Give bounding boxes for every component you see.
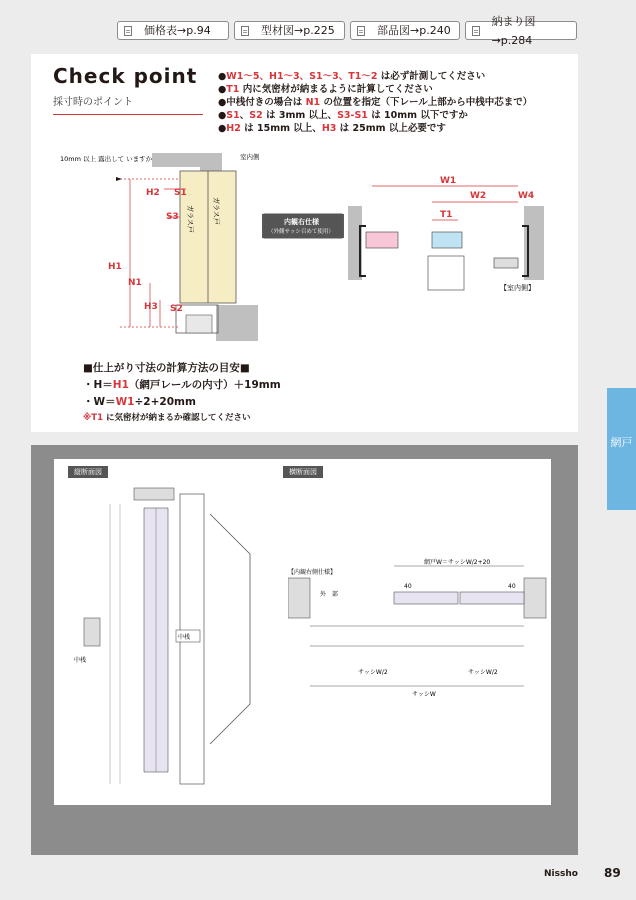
svg-text:中桟: 中桟 xyxy=(74,657,87,664)
document-icon xyxy=(124,26,132,36)
svg-text:40: 40 xyxy=(508,583,516,590)
vertical-section-title: 縦断面図 xyxy=(68,466,108,478)
horizontal-section-title: 横断面図 xyxy=(283,466,323,478)
bullet-5: ●H2 は 15mm 以上、H3 は 25mm 以上必要です xyxy=(218,123,446,134)
page-subtitle: 採寸時のポイント xyxy=(53,97,133,108)
nav-price-table[interactable]: 価格表→p.94 xyxy=(117,21,229,40)
bullet-4: ●S1、S2 は 3mm 以上、S3-S1 は 10mm 以下ですか xyxy=(218,110,468,121)
calc-h: ・H＝H1（網戸レールの内寸）＋19mm xyxy=(83,379,281,391)
svg-text:内観右仕様: 内観右仕様 xyxy=(284,218,319,226)
svg-text:H2: H2 xyxy=(146,188,160,198)
svg-text:（外側サッシ召めて使用）: （外側サッシ召めて使用） xyxy=(268,229,334,235)
svg-text:W4: W4 xyxy=(518,191,535,201)
svg-text:S1: S1 xyxy=(174,188,187,198)
room-side-label: 室内側 xyxy=(240,153,260,161)
nav-parts-drawing[interactable]: 部品図→p.240 xyxy=(350,21,460,40)
vertical-measure-diagram xyxy=(60,145,280,345)
svg-text:W1: W1 xyxy=(440,176,457,186)
exposure-note: 10mm 以上 露出して いますか xyxy=(60,155,153,163)
svg-text:40: 40 xyxy=(404,583,412,590)
bullet-2: ●T1 内に気密材が納まるように計算してください xyxy=(218,84,433,95)
svg-text:【内観右側仕様】: 【内観右側仕様】 xyxy=(288,569,337,576)
document-icon xyxy=(241,26,249,36)
svg-text:N1: N1 xyxy=(128,278,142,288)
svg-text:H3: H3 xyxy=(144,302,158,312)
svg-text:外 部: 外 部 xyxy=(320,591,339,598)
svg-text:中桟: 中桟 xyxy=(178,634,191,641)
horizontal-measure-diagram xyxy=(262,170,562,310)
svg-text:サッシW/2: サッシW/2 xyxy=(358,669,388,676)
document-icon xyxy=(472,26,480,36)
svg-text:S3: S3 xyxy=(166,212,179,222)
bullet-1: ●W1〜5、H1〜3、S1〜3、T1〜2 は必ず計測してください xyxy=(218,71,486,82)
horizontal-section-drawing xyxy=(288,556,548,706)
side-tab-screen-door[interactable]: 網戸 xyxy=(607,388,636,510)
calc-w: ・W＝W1÷2+20mm xyxy=(83,396,196,408)
calc-note: ※T1 に気密材が納まるか確認してください xyxy=(83,413,251,423)
document-icon xyxy=(357,26,365,36)
bullet-3: ●中桟付きの場合は N1 の位置を指定（下レール上部から中桟中芯まで） xyxy=(218,97,533,108)
nav-profile-drawing[interactable]: 型材図→p.225 xyxy=(234,21,345,40)
svg-text:T1: T1 xyxy=(440,210,453,220)
page-title: Check point xyxy=(53,64,198,88)
nav-fitting-drawing[interactable]: 納まり図→p.284 xyxy=(465,21,577,40)
calc-heading: ■仕上がり寸法の計算方法の目安■ xyxy=(83,362,250,374)
svg-text:網戸W＝サッシW/2+20: 網戸W＝サッシW/2+20 xyxy=(424,559,491,566)
brand-logo: Nissho xyxy=(544,869,578,879)
svg-text:H1: H1 xyxy=(108,262,122,272)
title-underline xyxy=(53,114,203,115)
vertical-section-drawing xyxy=(70,484,270,794)
svg-text:サッシW: サッシW xyxy=(412,691,436,698)
svg-text:S2: S2 xyxy=(170,304,183,314)
svg-text:W2: W2 xyxy=(470,191,487,201)
glass-door-label: ガラス戸 xyxy=(186,205,194,233)
svg-text:サッシW/2: サッシW/2 xyxy=(468,669,498,676)
svg-text:【室内側】: 【室内側】 xyxy=(500,284,535,292)
page-number: 89 xyxy=(604,866,621,880)
glass-door-label-2: ガラス戸 xyxy=(212,197,220,225)
